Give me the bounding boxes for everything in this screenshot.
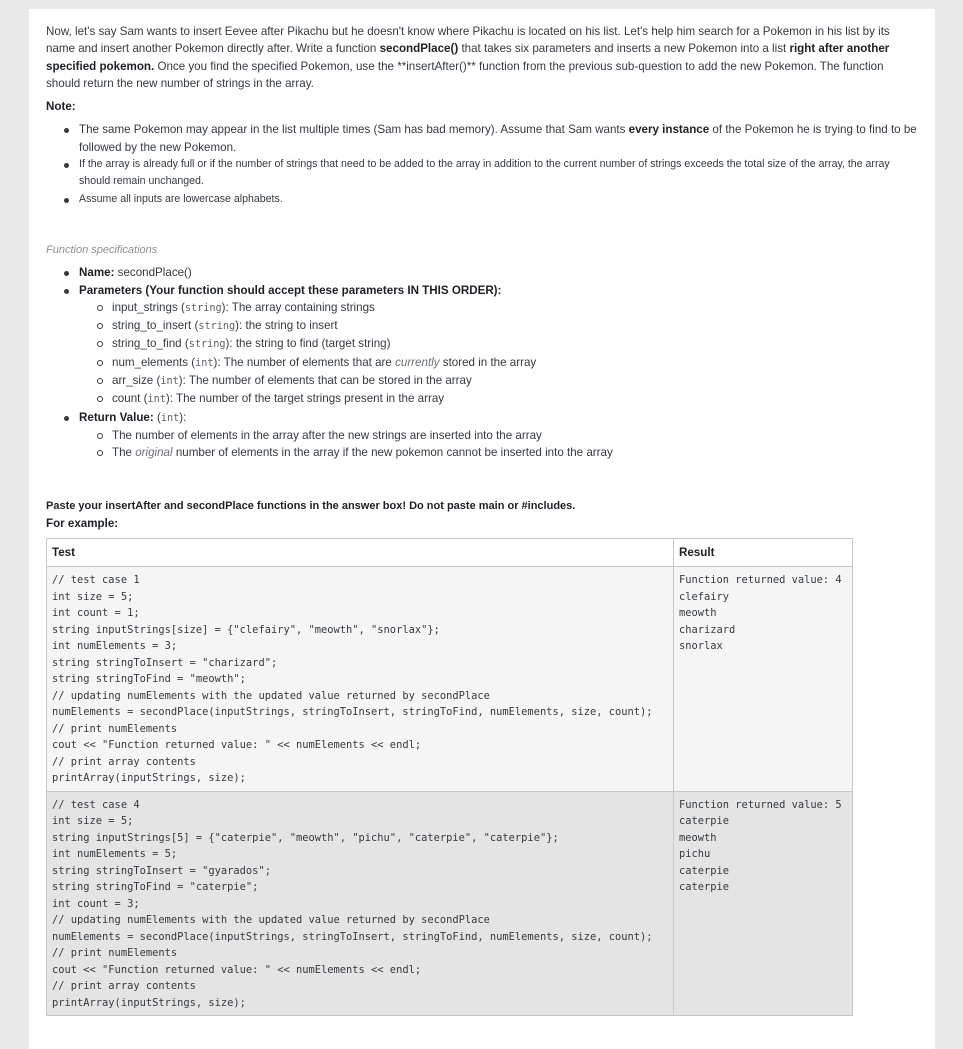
spec-params-label: Parameters (Your function should accept these parameters IN THIS ORDER): [79,283,502,297]
param-item: num_elements (int): The number of elements that are currently stored in the array [112,354,918,372]
spec-name-value: secondPlace() [114,266,192,280]
note-item-text: The same Pokemon may appear in the list multiple times (Sam has bad memory). Assume that Sam wants [79,123,629,137]
spec-parameters [79,282,918,409]
table-header-row [47,539,853,567]
param-name: count [112,392,141,406]
param-item: string_to_insert (string): the string to insert [112,317,918,335]
param-desc: : The number of elements that are [217,355,396,369]
return-text: The [112,446,136,460]
result-cell [674,567,853,792]
param-item: arr_size (int): The number of elements that can be stored in the array [112,372,918,390]
note-item: Assume all inputs are lowercase alphabets. [79,191,918,208]
param-desc: : The array containing strings [225,300,375,314]
param-name: num_elements [112,355,189,369]
question-intro [46,23,918,92]
spec-return: Return Value: (int): The number of elements in the array after the new strings are inserted into the array The original number of elements in the array if the new pokemon cannot be inserted into the array [79,409,918,462]
result-output: Function returned value: 5 caterpie meowth pichu caterpie caterpie [679,798,842,894]
param-desc: : The number of elements that can be stored in the array [182,374,472,388]
test-cell [47,567,674,792]
param-item: string_to_find (string): the string to find (target string) [112,335,918,353]
return-text: number of elements in the array if the new pokemon cannot be inserted into the array [172,446,613,460]
param-type: int [195,357,214,369]
example-label: For example: [46,516,119,530]
question-card [29,9,935,1049]
table-row [47,791,853,1016]
spec-heading: Function specifications [46,243,158,256]
header-test: Test [47,539,674,567]
param-type: string [184,302,222,314]
intro-function-name: secondPlace() [379,42,459,56]
param-name: string_to_insert [112,319,192,333]
return-item [112,444,918,461]
param-name: string_to_find [112,337,182,351]
return-item: The number of elements in the array after the new strings are inserted into the array [112,427,918,444]
test-cell [47,791,674,1016]
note-list [46,121,918,207]
result-output: Function returned value: 4 clefairy meowth charizard snorlax [679,574,842,653]
header-result: Result [674,539,853,567]
param-type: int [160,376,179,388]
examples-table [46,538,853,1016]
test-code: // test case 1 int size = 5; int count = 1; string inputStrings[size] = {"clefairy", "meowth", "snorlax"}; int numElements = 3; string stringToInsert = "charizard"; string stringToFind = "meowth"; // updating numElements with the updated value returned by secondPlace numElements = secondPlace(inputStrings, stringToInsert, stringToFind, numElements, size, count); // print numElements cout << "Function returned value: " << numElements << endl; // print array contents printArray(inputStrings, size); [52,574,653,785]
param-name: input_strings [112,300,178,314]
return-type: int [160,412,180,424]
note-item: If the array is already full or if the number of strings that need to be added to the array in addition to the current number of strings exceeds the total size of the array, the array should remain unchanged. [79,156,918,191]
return-list [79,427,918,462]
param-name: arr_size [112,374,154,388]
spec-name [79,264,918,281]
result-cell [674,791,853,1016]
return-emphasis: original [135,446,173,460]
param-type: string [188,339,226,351]
param-desc-emphasis: currently [395,355,440,369]
intro-text-1: Now, let's say Sam wants to insert Eevee after Pikachu but he doesn't know where Pikachu is located on his list. Let's help him search for a Pokemon in his list by its name and insert another Pokemon directly after. Write a function [46,25,890,56]
param-desc: stored in the array [439,355,537,369]
param-item: input_strings (string): The array containing strings [112,299,918,317]
table-row [47,567,853,792]
note-emphasis: every instance [628,123,710,137]
spec-return-label: Return Value: [79,410,154,424]
param-type: string [198,321,236,333]
param-desc: : the string to insert [239,319,338,333]
param-item: count (int): The number of the target strings present in the array [112,390,918,408]
param-list [79,299,918,409]
intro-text-3: Once you find the specified Pokemon, use the **insertAfter()** function from the previous sub-question to add the new Pokemon. The function should return the new number of strings in the array. [46,59,884,90]
paste-instructions: Paste your insertAfter and secondPlace functions in the answer box! Do not paste main or #includes. [46,499,576,512]
spec-name-label: Name: [79,266,115,280]
param-type: int [147,394,166,406]
intro-emphasis: right after another specified pokemon. [46,42,890,73]
note-item-text: of the Pokemon he is trying to find to be followed by the new Pokemon. [79,123,917,154]
param-desc: : The number of the target strings present in the array [169,392,445,406]
note-item [79,121,918,156]
param-desc: : the string to find (target string) [229,337,391,351]
note-label: Note: [46,100,76,114]
test-code: // test case 4 int size = 5; string inputStrings[5] = {"caterpie", "meowth", "pichu", "caterpie", "caterpie"}; int numElements = 5; string stringToInsert = "gyarados"; string stringToFind = "caterpie"; int count = 3; // updating numElements with the updated value returned by secondPlace numElements = secondPlace(inputStrings, stringToInsert, stringToFind, numElements, size, count); // print numElements cout << "Function returned value: " << numElements << endl; // print array contents printArray(inputStrings, size); [52,798,653,1009]
spec-list [46,264,918,461]
intro-text-2: that takes six parameters and inserts a new Pokemon into a list [458,42,790,56]
